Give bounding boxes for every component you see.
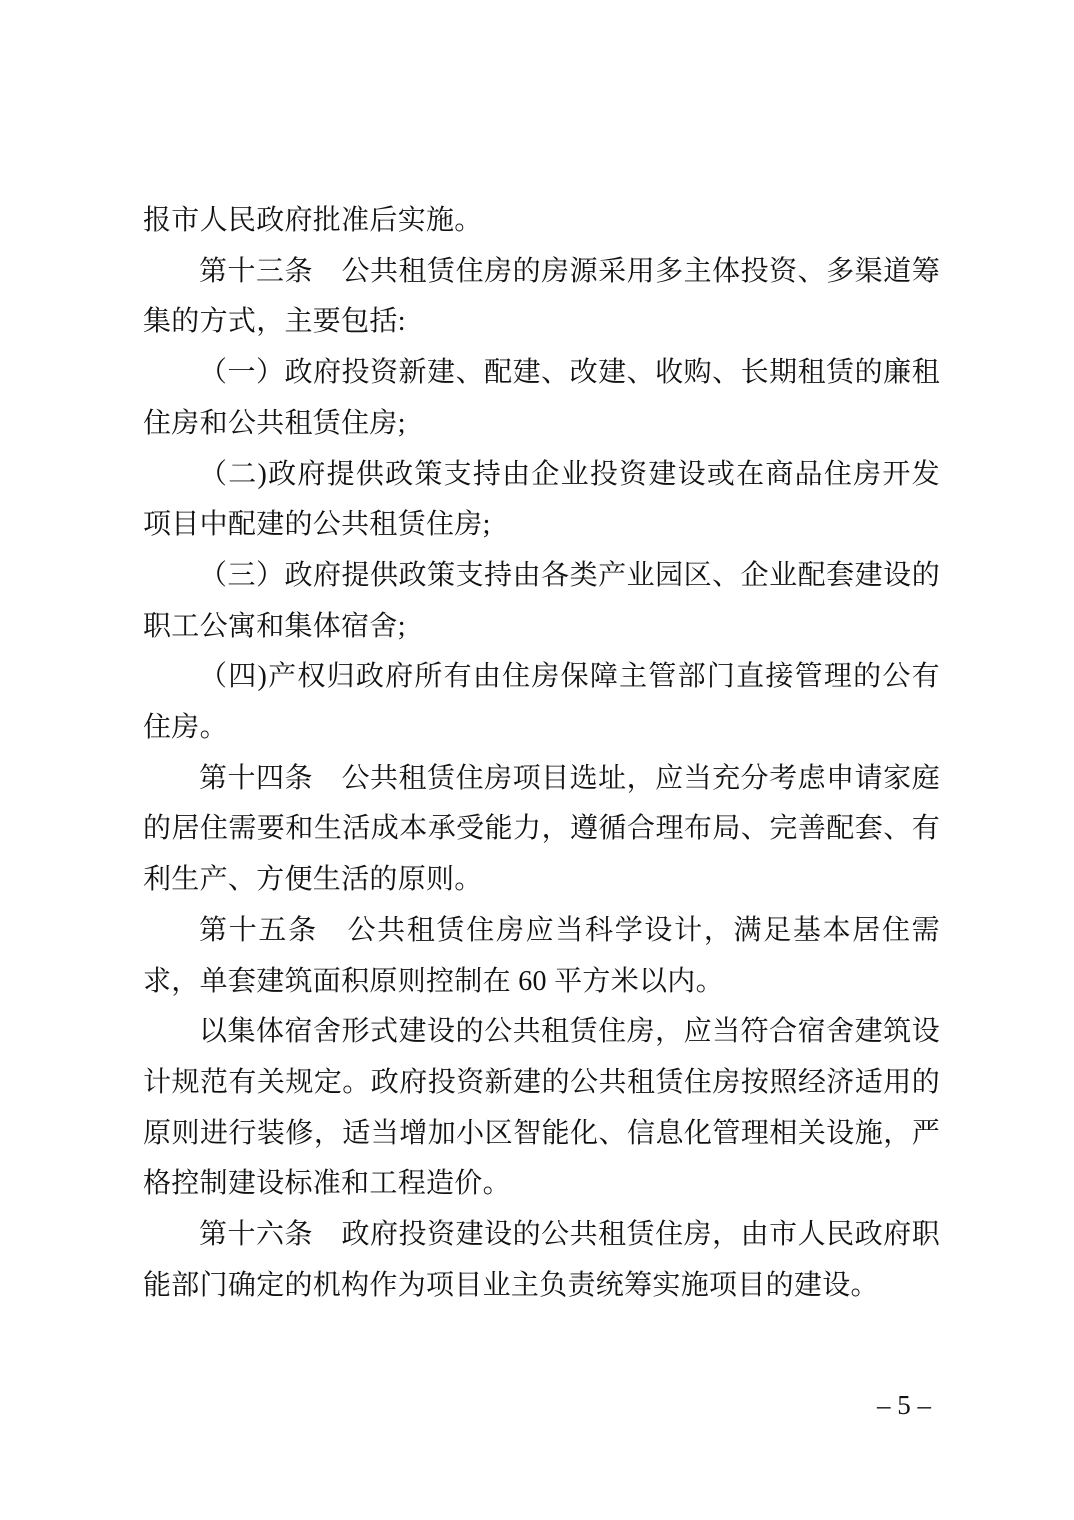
- document-body: [143, 196, 940, 1311]
- paragraph-item-4: （四)产权归政府所有由住房保障主管部门直接管理的公有住房。: [143, 661, 940, 744]
- paragraph-article-13: 第十三条 公共租赁住房的房源采用多主体投资、多渠道筹集的方式，主要包括:: [143, 255, 940, 338]
- paragraph-article-16: 第十六条 政府投资建设的公共租赁住房，由市人民政府职能部门确定的机构作为项目业主负责统筹实施项目的建设。: [143, 1219, 940, 1301]
- paragraph-article-15-cont: 以集体宿舍形式建设的公共租赁住房，应当符合宿舍建筑设计规范有关规定。政府投资新建的公共租赁住房按照经济适用的原则进行装修，适当增加小区智能化、信息化管理相关设施，严格控制建设标准和工程造价。: [143, 1016, 940, 1200]
- page-footer: [850, 1360, 931, 1450]
- paragraph-article-14: 第十四条 公共租赁住房项目选址，应当充分考虑申请家庭的居住需要和生活成本承受能力，遵循合理布局、完善配套、有利生产、方便生活的原则。: [143, 762, 940, 896]
- paragraph-item-1: （一）政府投资新建、配建、改建、收购、长期租赁的廉租住房和公共租赁住房;: [143, 357, 940, 439]
- paragraph-article-15: 第十五条 公共租赁住房应当科学设计，满足基本居住需求，单套建筑面积原则控制在 60 平方米以内。: [143, 914, 940, 997]
- paragraph-item-3: （三）政府提供政策支持由各类产业园区、企业配套建设的职工公寓和集体宿舍;: [143, 559, 940, 642]
- page-number: – 5 –: [877, 1390, 931, 1420]
- paragraph-item-2: （二)政府提供政策支持由企业投资建设或在商品住房开发项目中配建的公共租赁住房;: [143, 458, 940, 541]
- paragraph-continuation: 报市人民政府批准后实施。: [143, 205, 483, 236]
